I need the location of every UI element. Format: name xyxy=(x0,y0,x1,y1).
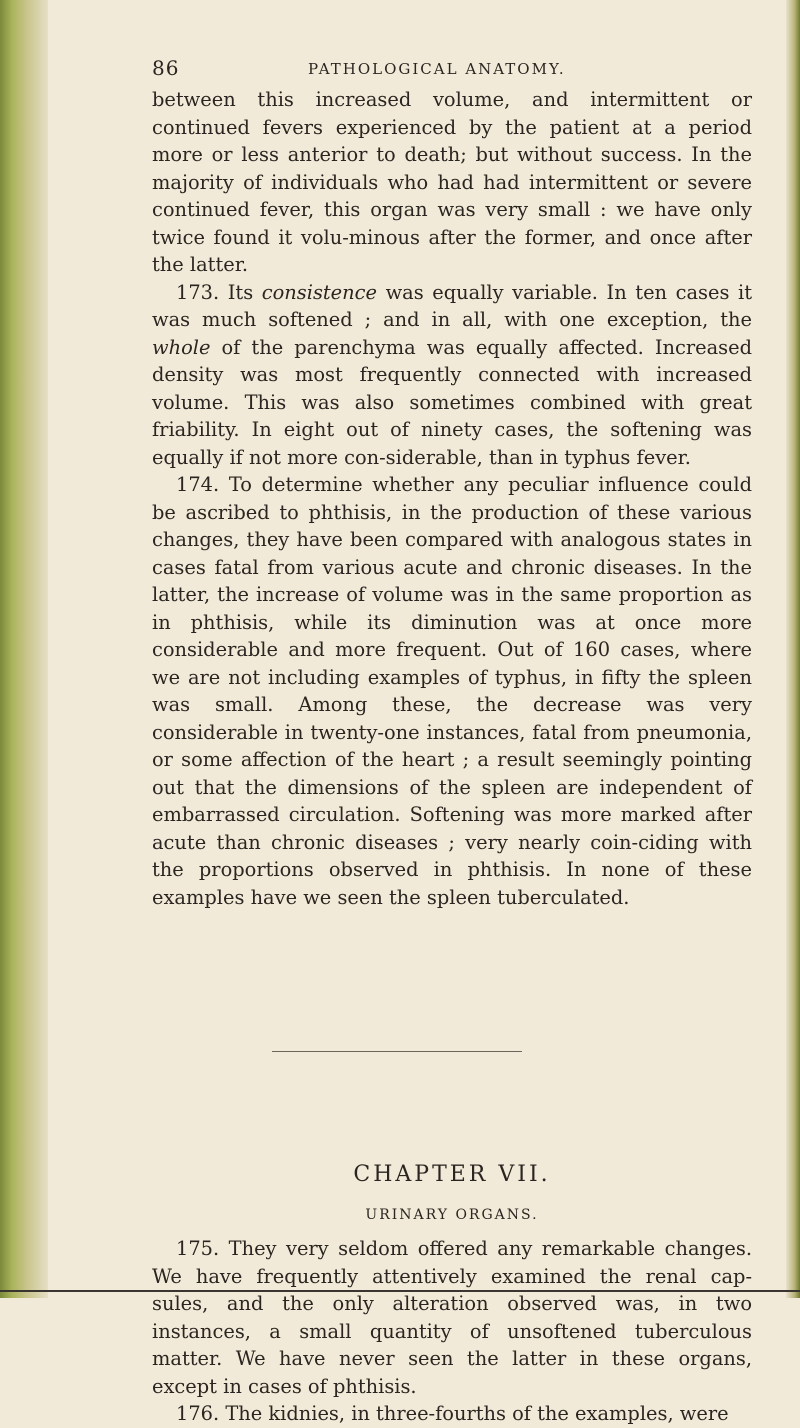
paragraph-173 xyxy=(152,279,752,472)
paragraph-176: 176. The kidnies, in three-fourths of the examples, were xyxy=(176,1402,729,1425)
paragraph-continued: between this increased volume, and intermittent or continued fevers experienced by the patient at a period more or less anterior to death; but without success. In the majority of individuals who had had intermittent or severe continued fever, this organ was very small : we have only twice found it volu-minous after the former, and once after the latter. xyxy=(152,88,752,276)
paragraph-173-number: 173. xyxy=(176,280,220,304)
running-head-title: PATHOLOGICAL ANATOMY. xyxy=(308,60,566,78)
paragraph-173-text-b: was equally variable. In ten cases it was much softened ; and in all, with one exception, the xyxy=(152,280,752,331)
paragraph-173-emphasis-whole: whole xyxy=(152,335,211,359)
running-head xyxy=(152,56,752,86)
chapter-subtitle: URINARY ORGANS. xyxy=(365,1207,539,1223)
binding-gutter-left xyxy=(0,0,48,1298)
section-divider-rule xyxy=(272,1051,522,1052)
paragraph-175: 175. They very seldom offered any remarkable changes. We have frequently attentively examined the renal cap-sules, and the only alteration observed was, in two instances, a small quantity of unsoftened tuberculous matter. We have never seen the latter in these organs, except in cases of phthisis. xyxy=(152,1237,752,1398)
page-edge-right xyxy=(786,0,800,1298)
page-number: 86 xyxy=(152,56,180,80)
paragraph-173-text-a: Its xyxy=(219,280,262,304)
paragraph-174: 174. To determine whether any peculiar influence could be ascribed to phthisis, in the production of these various changes, they have been compared with analogous states in cases fatal from various acute and chronic diseases. In the latter, the increase of volume was in the same proportion as in phthisis, while its diminution was at once more considerable and more frequent. Out of 160 cases, where we are not including examples of typhus, in fifty the spleen was small. Among these, the decrease was very considerable in twenty-one instances, fatal from pneumonia, or some affection of the heart ; a result seemingly pointing out that the dimensions of the spleen are independent of embarrassed circulation. Softening was more marked after acute than chronic diseases ; very nearly coin-ciding with the proportions observed in phthisis. In none of these examples have we seen the spleen tuberculated. xyxy=(152,473,752,909)
paragraph-173-emphasis-consistence: consistence xyxy=(261,280,377,304)
book-page xyxy=(152,56,752,1428)
chapter-title: CHAPTER VII. xyxy=(353,1162,551,1187)
paragraph-173-text-c: of the parenchyma was equally affected. Increased density was most frequently connected with increased volume. This was also sometimes combined with great friability. In eight out of ninety cases, the softening was equally if not more con-siderable, than in typhus fever. xyxy=(152,335,752,469)
